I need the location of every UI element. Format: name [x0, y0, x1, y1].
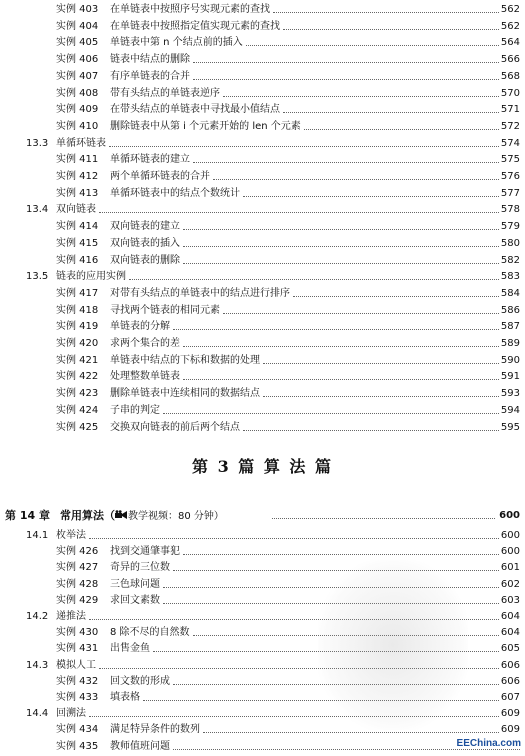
entry-title: 链表的应用实例	[56, 271, 126, 283]
page-number: 571	[500, 104, 520, 116]
example-number: 实例 408	[56, 87, 99, 99]
entry-title: 在带头结点的单链表中寻找最小值结点	[110, 104, 280, 116]
entry-title: 回文数的形成	[110, 675, 170, 687]
example-number: 实例 412	[56, 171, 99, 182]
page-number: 582	[500, 254, 520, 266]
entry-title: 单链表中结点的下标和数据的处理	[110, 354, 260, 366]
entry-title: 奇异的三位数	[110, 562, 170, 574]
dot-leader	[183, 229, 499, 230]
dot-leader	[263, 363, 499, 364]
page-number: 579	[500, 221, 520, 233]
dot-leader	[183, 263, 499, 264]
entry-title: 求回文素数	[110, 594, 160, 606]
entry-title: 交换双向链表的前后两个结点	[110, 421, 240, 433]
entry-title: 三色球问题	[110, 578, 160, 590]
example-number: 实例 409	[56, 104, 99, 116]
page-number: 609	[500, 708, 520, 720]
page-number: 594	[500, 404, 520, 416]
entry-title: 双向链表的删除	[110, 254, 180, 266]
video-camera-icon	[115, 510, 127, 520]
entry-title: 单链表中第 n 个结点前的插入	[110, 37, 243, 49]
entry-title: 出售金鱼	[110, 643, 150, 655]
page-number: 572	[500, 120, 520, 132]
entry-title: 两个单循环链表的合并	[110, 171, 210, 182]
entry-title: 满足特异条件的数列	[110, 724, 200, 736]
section-number: 13.4	[26, 204, 49, 216]
entry-title: 寻找两个链表的相同元素	[110, 304, 220, 316]
example-number: 实例 420	[56, 338, 99, 349]
dot-leader	[183, 379, 499, 380]
chapter-label: 第 14 章	[5, 509, 50, 522]
chapter-video-note: 教学视频：80 分钟）	[128, 511, 224, 522]
section-number: 14.4	[26, 708, 49, 720]
page-number: 604	[500, 611, 520, 622]
dot-leader	[263, 396, 499, 397]
entry-title: 模拟人工	[56, 659, 96, 671]
example-number: 实例 404	[56, 20, 99, 32]
section-number: 13.3	[26, 137, 49, 149]
example-number: 实例 433	[56, 692, 99, 703]
page-number: 595	[500, 421, 520, 433]
page-number: 577	[500, 187, 520, 199]
dot-leader	[129, 279, 499, 280]
entry-title: 求两个集合的差	[110, 338, 180, 349]
example-number: 实例 429	[56, 594, 99, 606]
entry-title: 填表格	[110, 692, 140, 703]
example-number: 实例 435	[56, 740, 99, 752]
dot-leader	[173, 329, 499, 330]
chapter-page: 600	[499, 510, 520, 521]
example-number: 实例 416	[56, 254, 99, 266]
page-number: 575	[500, 154, 520, 166]
page-number: 574	[500, 137, 520, 149]
chapter-title: 常用算法（	[60, 509, 115, 522]
dot-leader	[283, 29, 499, 30]
entry-title: 找到交通肇事犯	[110, 546, 180, 558]
page-number: 604	[500, 627, 520, 639]
page-number: 602	[500, 578, 520, 590]
entry-title: 回溯法	[56, 708, 86, 720]
page-number: 576	[500, 171, 520, 182]
example-number: 实例 424	[56, 404, 99, 416]
section-number: 14.3	[26, 659, 49, 671]
page-number: 586	[500, 304, 520, 316]
page-number: 590	[500, 354, 520, 366]
entry-title: 在单链表中按照指定值实现元素的查找	[110, 20, 280, 32]
dot-leader	[272, 518, 495, 519]
example-number: 实例 422	[56, 371, 99, 383]
example-number: 实例 411	[56, 154, 99, 166]
dot-leader	[193, 62, 499, 63]
entry-title: 双向链表的建立	[110, 221, 180, 233]
dot-leader	[243, 430, 499, 431]
entry-title: 单循环链表	[56, 137, 106, 149]
example-number: 实例 431	[56, 643, 99, 655]
entry-title: 子串的判定	[110, 404, 160, 416]
page-number: 566	[500, 54, 520, 66]
example-number: 实例 407	[56, 70, 99, 82]
entry-title: 有序单链表的合并	[110, 70, 190, 82]
dot-leader	[293, 296, 499, 297]
example-number: 实例 430	[56, 627, 99, 639]
example-number: 实例 423	[56, 388, 99, 400]
entry-title: 删除链表中从第 i 个元素开始的 len 个元素	[110, 120, 301, 132]
site-logo: EEChina.com	[456, 738, 521, 749]
entry-title: 链表中结点的删除	[110, 54, 190, 66]
dot-leader	[243, 196, 499, 197]
example-number: 实例 426	[56, 546, 99, 558]
page-number: 583	[500, 271, 520, 283]
dot-leader	[163, 413, 499, 414]
entry-title: 枚举法	[56, 530, 86, 541]
entry-title: 8 除不尽的自然数	[110, 627, 190, 639]
example-number: 实例 413	[56, 187, 99, 199]
entry-title: 带有头结点的单链表逆序	[110, 87, 220, 99]
page-number: 587	[500, 321, 520, 333]
example-number: 实例 410	[56, 120, 99, 132]
entry-title: 单循环链表中的结点个数统计	[110, 187, 240, 199]
page-number: 606	[500, 675, 520, 687]
example-number: 实例 415	[56, 237, 99, 249]
page-number: 593	[500, 388, 520, 400]
page-number: 605	[500, 643, 520, 655]
page-number: 562	[500, 4, 520, 15]
section-number: 14.2	[26, 611, 49, 622]
page-number: 568	[500, 70, 520, 82]
page-number: 591	[500, 371, 520, 383]
example-number: 实例 434	[56, 724, 99, 736]
page-number: 600	[500, 530, 520, 541]
dot-leader	[304, 129, 499, 130]
chapter-heading[interactable]	[0, 506, 525, 525]
page-number: 606	[500, 659, 520, 671]
dot-leader	[173, 570, 499, 571]
page-number: 609	[500, 724, 520, 736]
watermark-seal	[318, 560, 468, 730]
entry-title: 递推法	[56, 611, 86, 622]
toc-entry[interactable]	[0, 737, 525, 756]
dot-leader	[193, 79, 499, 80]
page-number: 603	[500, 594, 520, 606]
page-number: 584	[500, 287, 520, 299]
page-number: 570	[500, 87, 520, 99]
entry-title: 删除单链表中连续相同的数据结点	[110, 388, 260, 400]
page-number: 564	[500, 37, 520, 49]
example-number: 实例 414	[56, 221, 99, 233]
example-number: 实例 418	[56, 304, 99, 316]
example-number: 实例 425	[56, 421, 99, 433]
entry-title: 单链表的分解	[110, 321, 170, 333]
entry-title: 教师值班问题	[110, 740, 170, 752]
example-number: 实例 403	[56, 4, 99, 15]
entry-title: 双向链表的插入	[110, 237, 180, 249]
page-number: 600	[500, 546, 520, 558]
dot-leader	[99, 212, 499, 213]
section-number: 14.1	[26, 530, 49, 541]
dot-leader	[109, 146, 499, 147]
example-number: 实例 417	[56, 287, 99, 299]
dot-leader	[246, 45, 499, 46]
example-number: 实例 405	[56, 37, 99, 49]
page-number: 578	[500, 204, 520, 216]
example-number: 实例 419	[56, 321, 99, 333]
dot-leader	[89, 538, 499, 539]
part-title: 第 3 篇 算 法 篇	[192, 457, 333, 476]
page-number: 562	[500, 20, 520, 32]
page-number: 580	[500, 237, 520, 249]
toc-entry[interactable]	[0, 418, 525, 437]
page-number: 589	[500, 338, 520, 349]
dot-leader	[183, 554, 499, 555]
example-number: 实例 406	[56, 54, 99, 66]
example-number: 实例 428	[56, 578, 99, 590]
entry-title: 对带有头结点的单链表中的结点进行排序	[110, 287, 290, 299]
entry-title: 在单链表中按照序号实现元素的查找	[110, 4, 270, 15]
dot-leader	[273, 12, 499, 13]
page-number: 601	[500, 562, 520, 574]
dot-leader	[203, 732, 499, 733]
dot-leader	[193, 162, 499, 163]
example-number: 实例 432	[56, 675, 99, 687]
example-number: 实例 427	[56, 562, 99, 574]
dot-leader	[183, 246, 499, 247]
entry-title: 处理整数单链表	[110, 371, 180, 383]
dot-leader	[183, 346, 499, 347]
entry-title: 单循环链表的建立	[110, 154, 190, 166]
entry-title: 双向链表	[56, 204, 96, 216]
dot-leader	[223, 313, 499, 314]
example-number: 实例 421	[56, 354, 99, 366]
section-number: 13.5	[26, 271, 49, 283]
dot-leader	[223, 96, 499, 97]
page-number: 607	[500, 692, 520, 703]
dot-leader	[283, 112, 499, 113]
dot-leader	[213, 179, 499, 180]
